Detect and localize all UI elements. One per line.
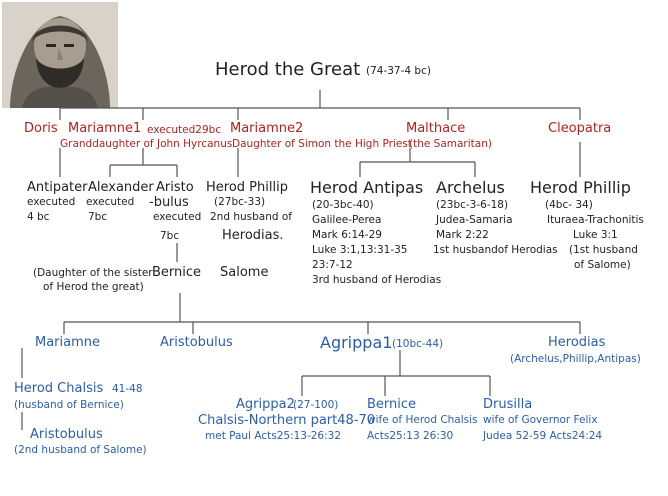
drusilla-line3: Judea 52-59 Acts24:24 [483, 430, 603, 442]
aristobulus-salome-note: (2nd husband of Salome) [14, 444, 147, 456]
child-herod-phillip1-name: Herod Phillip [206, 180, 288, 195]
child-antipater-line2: executed [27, 196, 76, 208]
great-grandchild-bernice: Bernice [367, 397, 417, 412]
child-herod-phillip1-years: (27bc-33) [214, 196, 266, 208]
child-archelus-line4: Mark 2:22 [436, 229, 489, 241]
child-herod-antipas-line6: 23:7-12 [312, 259, 353, 271]
child-herod-antipas-years: (20-3bc-40) [312, 199, 374, 211]
great-grandchild-herod-chalsis: Herod Chalsis [14, 381, 104, 396]
drusilla-line2: wife of Governor Felix [483, 414, 598, 426]
child-herod-antipas-line7: 3rd husband of Herodias [312, 274, 442, 286]
child-archelus-name: Archelus [436, 178, 505, 197]
herod-the-great-name: Herod the Great [215, 59, 361, 80]
grandchild-mariamne: Mariamne [35, 335, 101, 350]
mariamne1-executed-note: executed29bc [147, 124, 222, 136]
child-herod-phillip2-name: Herod Phillip [530, 178, 631, 197]
child-aristobulus-line3: 7bc [160, 230, 180, 242]
child-herod-phillip1-line3: 2nd husband of [210, 211, 292, 223]
bernice-line3: Acts25:13 26:30 [367, 430, 454, 442]
child-herod-phillip2-line3: Ituraea-Trachonitis [547, 214, 644, 226]
grandchild-herodias: Herodias [548, 335, 606, 350]
child-herod-antipas-name: Herod Antipas [310, 178, 424, 197]
child-alexander-name: Alexander [88, 180, 154, 195]
child-antipater-line3: 4 bc [27, 211, 50, 223]
agrippa2-years: (27-100) [293, 399, 339, 411]
bernice-line2: wife of Herod Chalsis [367, 414, 478, 426]
grandchild-agrippa1-years: (10bc-44) [392, 338, 444, 350]
child-herod-phillip2-line6: of Salome) [574, 259, 631, 271]
malthace-description: (the Samaritan) [409, 138, 492, 150]
child-herod-antipas-line4: Mark 6:14-29 [312, 229, 382, 241]
bernice-parent-note-line2: of Herod the great) [43, 281, 144, 293]
herod-chalsis-note: (husband of Bernice) [14, 399, 124, 411]
child-herod-antipas-line3: Galilee-Perea [312, 214, 382, 226]
child-herod-phillip2-line4: Luke 3:1 [573, 229, 618, 241]
child-alexander-line2: executed [86, 196, 135, 208]
grandchild-herodias-note: (Archelus,Phillip,Antipas) [510, 353, 641, 365]
spouse-bernice: Bernice [152, 265, 202, 280]
child-aristobulus-name2: -bulus [149, 195, 189, 210]
wife-malthace: Malthace [406, 121, 466, 136]
wife-mariamne2: Mariamne2 [230, 121, 304, 136]
wife-cleopatra: Cleopatra [548, 121, 612, 136]
herod-chalsis-years: 41-48 [112, 383, 143, 395]
child-herod-phillip2-line5: (1st husband [569, 244, 638, 256]
grandchild-aristobulus: Aristobulus [160, 335, 233, 350]
herod-the-great-years: (74-37-4 bc) [366, 65, 431, 77]
child-archelus-line3: Judea-Samaria [436, 214, 513, 226]
great-grandchild-drusilla: Drusilla [483, 397, 533, 412]
great-grandchild-agrippa2: Agrippa2 [236, 397, 295, 412]
bernice-parent-note-line1: (Daughter of the sister [33, 267, 153, 279]
child-herod-phillip1-line4: Herodias. [222, 228, 284, 243]
child-herod-antipas-line5: Luke 3:1,13:31-35 [312, 244, 408, 256]
wife-doris: Doris [24, 121, 58, 136]
child-antipater-name: Antipater [27, 180, 88, 195]
great-grandchild-aristobulus: Aristobulus [30, 427, 103, 442]
mariamne1-description: Granddaughter of John Hyrcanus [60, 138, 233, 150]
grandchild-agrippa1: Agrippa1 [320, 333, 393, 352]
wife-mariamne1: Mariamne1 [68, 121, 142, 136]
agrippa2-line2: Chalsis-Northern part48-70 [198, 413, 376, 428]
child-archelus-line5: 1st husbandof Herodias [433, 244, 558, 256]
child-aristobulus-line2: executed [153, 211, 202, 223]
mariamne2-description: Daughter of Simon the High Priest [232, 138, 412, 150]
agrippa2-line3: met Paul Acts25:13-26:32 [205, 430, 342, 442]
child-herod-phillip2-years: (4bc- 34) [545, 199, 593, 211]
child-archelus-years: (23bc-3-6-18) [436, 199, 509, 211]
child-alexander-line3: 7bc [88, 211, 108, 223]
spouse-salome: Salome [220, 265, 269, 280]
child-aristobulus-name: Aristo [156, 180, 194, 195]
